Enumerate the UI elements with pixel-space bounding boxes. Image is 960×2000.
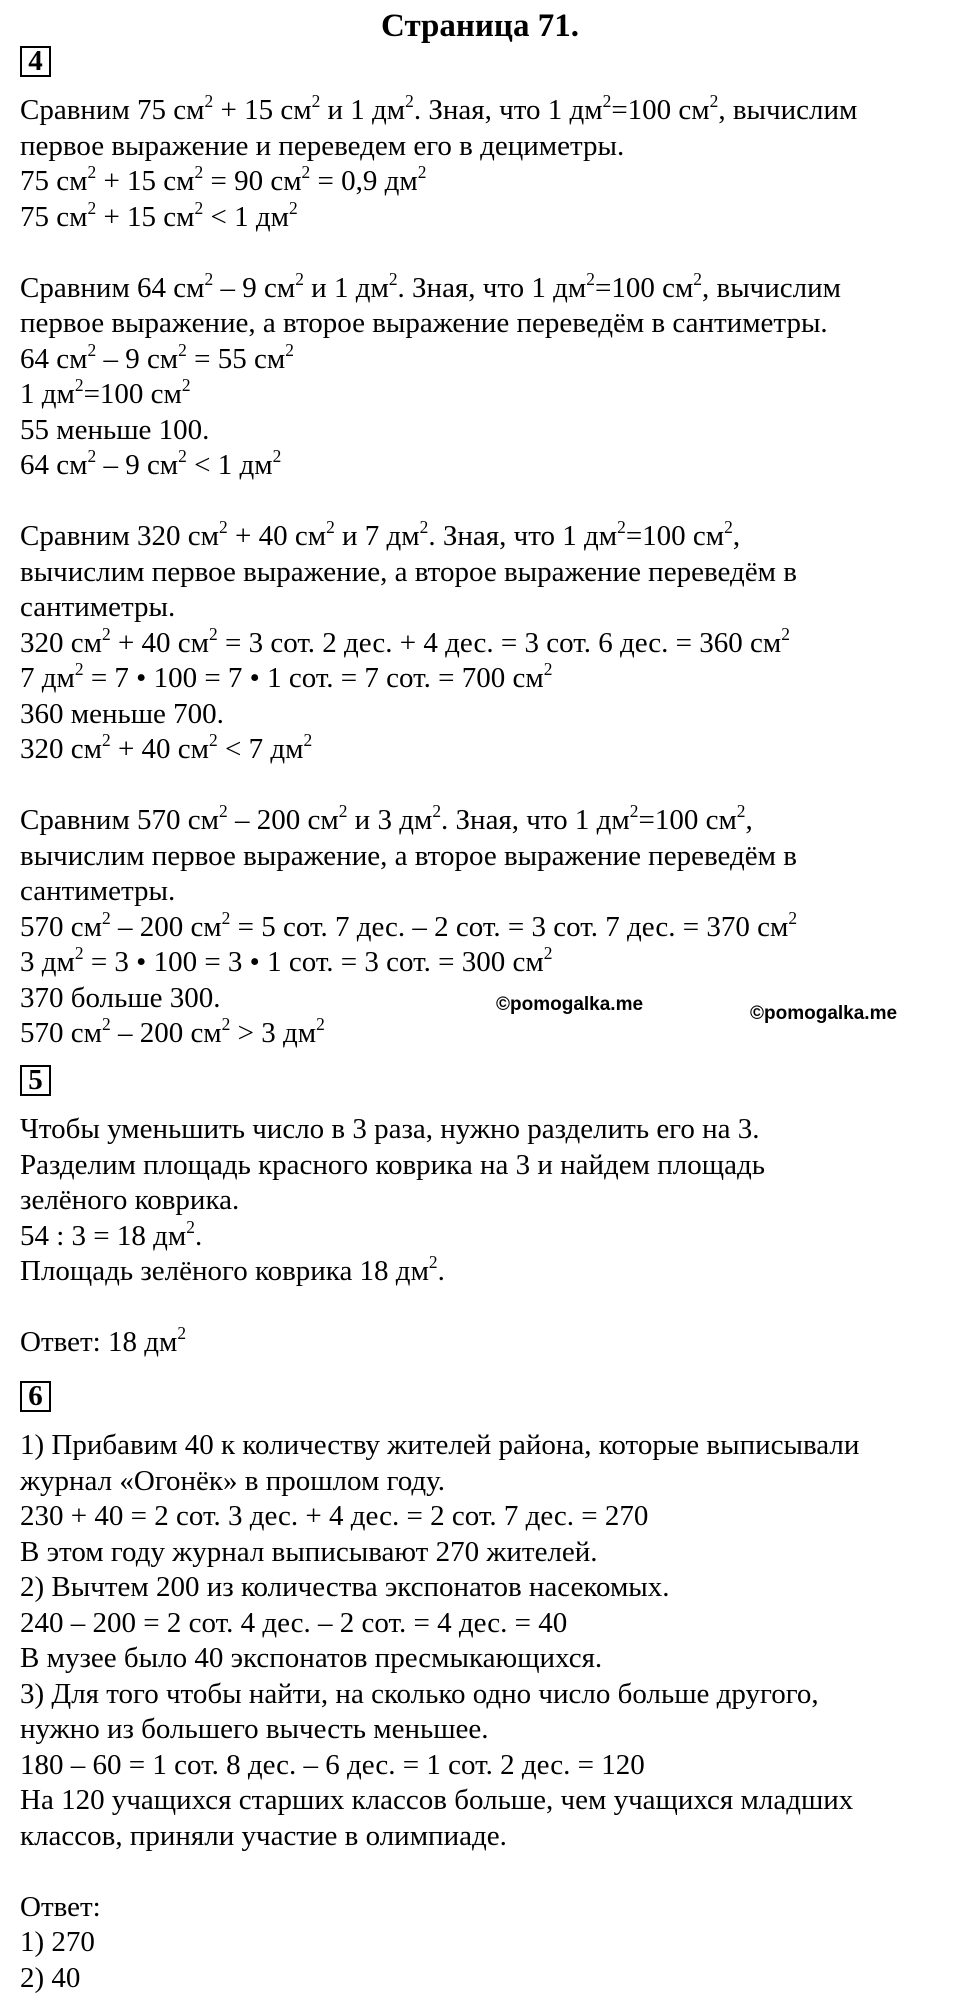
text-line: В этом году журнал выписывают 270 жителей. (20, 1535, 598, 1568)
text-line: Сравним 64 $см^2 - 9$ $см^2$ и 1 $дм^2$. Зная, что 1 $дм^2=100$ $см^2$, вычислим (20, 268, 841, 304)
text-line: Сравним 570 $см^2 - 200$ $см^2$ и 3 $дм^2$. Зная, что 1 $дм^2=100$ $см^2$, (20, 800, 753, 836)
task-number-6: 6 (20, 1381, 51, 1412)
text-line: 570 $см^2 - 200$ $см^2 = 5$ сот. 7 дес. – 2 сот. = 3 сот. 7 дес. = 370 $см^2$ (20, 907, 798, 943)
text-line: журнал «Огонёк» в прошлом году. (20, 1464, 446, 1497)
text-line: Ответ: 18 $дм^2$ (20, 1322, 187, 1358)
text-line: 320 $см^2 + 40$ $см^2 < 7$ $дм^2$ (20, 729, 313, 765)
text-line: 75 $см^2 + 15$ $см^2 = 90$ $см^2 = 0,9$ $дм^2$ (20, 161, 427, 197)
text-line: 7 $дм^2 = 7$ • 100 = 7 • 1 сот. = 7 сот. = 700 $см^2$ (20, 658, 553, 694)
blank-line (20, 235, 950, 271)
text-line: 64 $см^2 - 9$ $см^2 = 55$ $см^2$ (20, 339, 294, 375)
text-line: 240 – 200 = 2 сот. 4 дес. – 2 сот. = 4 дес. = 40 (20, 1606, 568, 1639)
blank-line (20, 768, 950, 804)
page-title: Страница 71. (381, 8, 579, 44)
text-line: 55 меньше 100. (20, 413, 210, 446)
text-line: классов, приняли участие в олимпиаде. (20, 1819, 507, 1852)
text-line: 1) Прибавим 40 к количеству жителей района, которые выписывали (20, 1429, 860, 1461)
text-line: 570 $см^2 - 200$ $см^2 > 3$ $дм^2$ (20, 1013, 325, 1049)
text-line: зелёного коврика. (20, 1184, 240, 1216)
text-line: 75 $см^2 + 15$ $см^2 < 1$ $дм^2$ (20, 197, 298, 233)
watermark: ©pomogalka.me (750, 1003, 898, 1024)
text-line: Ответ: (20, 1890, 101, 1923)
text-line: Сравним 320 $см^2 + 40$ $см^2$ и 7 $дм^2$. Зная, что 1 $дм^2=100$ $см^2$, (20, 516, 741, 552)
watermark: ©pomogalka.me (496, 994, 644, 1015)
text-line: 3 $дм^2 = 3$ • 100 = 3 • 1 сот. = 3 сот. = 300 $см^2$ (20, 942, 553, 978)
text-line: 1 $дм^2=100$ $см^2$ (20, 374, 191, 410)
task-4-text (20, 90, 950, 1052)
text-line: Разделим площадь красного коврика на 3 и найдем площадь (20, 1148, 765, 1181)
text-line: 54 : 3 = 18 $дм^2$. (20, 1216, 203, 1252)
text-line: Сравним 75 $см^2 + 15$ $см^2$ и 1 $дм^2$. Зная, что 1 $дм^2=100$ $см^2$, вычислим (20, 90, 858, 126)
text-line: первое выражение и переведем его в дециметры. (20, 129, 625, 162)
task-5-text (20, 1112, 950, 1361)
text-line: 3) Для того чтобы найти, на сколько одно число больше другого, (20, 1677, 819, 1710)
text-line: 230 + 40 = 2 сот. 3 дес. + 4 дес. = 2 сот. 7 дес. = 270 (20, 1500, 649, 1532)
task-number-5: 5 (20, 1065, 51, 1096)
text-line: сантиметры. (20, 875, 176, 907)
text-line: 1) 270 (20, 1926, 95, 1958)
text-line: 370 больше 300. (20, 981, 221, 1014)
text-line: сантиметры. (20, 591, 176, 623)
text-line: В музее было 40 экспонатов пресмыкающихся. (20, 1642, 603, 1674)
text-line: Площадь зелёного коврика 18 $дм^2$. (20, 1251, 445, 1287)
text-line: вычислим первое выражение, а второе выражение переведём в (20, 555, 797, 588)
blank-line (20, 484, 950, 520)
text-line: 320 $см^2 + 40$ $см^2 = 3$ сот. 2 дес. + 4 дес. = 3 сот. 6 дес. = 360 $см^2$ (20, 623, 790, 659)
text-line: 64 $см^2 - 9$ $см^2 < 1$ $дм^2$ (20, 445, 282, 481)
task-number-4: 4 (20, 46, 51, 77)
text-line: На 120 учащихся старших классов больше, чем учащихся младших (20, 1784, 854, 1816)
text-line: 2) Вычтем 200 из количества экспонатов насекомых. (20, 1571, 670, 1603)
blank-line (20, 1854, 950, 1890)
text-line: Чтобы уменьшить число в 3 раза, нужно разделить его на 3. (20, 1113, 760, 1145)
text-line: нужно из большего вычесть меньшее. (20, 1713, 489, 1745)
text-line: первое выражение, а второе выражение переведём в сантиметры. (20, 307, 828, 339)
task-6-text (20, 1428, 950, 1996)
text-line: вычислим первое выражение, а второе выражение переведём в (20, 839, 797, 872)
blank-line (20, 1290, 950, 1326)
text-line: 360 меньше 700. (20, 697, 224, 730)
text-line: 2) 40 (20, 1961, 81, 1994)
text-line: 180 – 60 = 1 сот. 8 дес. – 6 дес. = 1 сот. 2 дес. = 120 (20, 1748, 645, 1781)
